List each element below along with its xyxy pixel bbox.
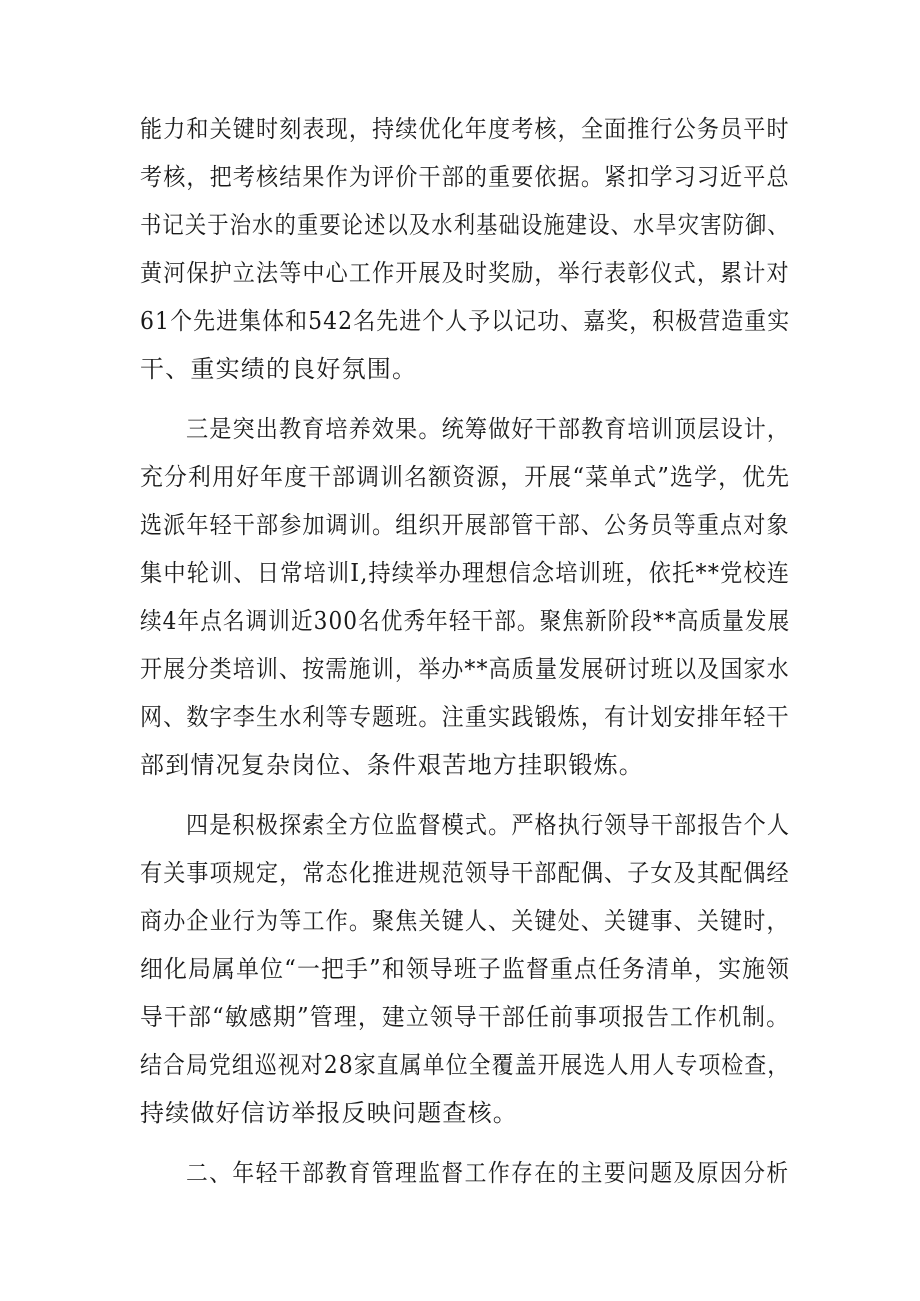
text-line: 持续做好信访举报反映问题查核。 — [140, 1099, 518, 1127]
text-line: 网、数字李生水利等专题班。注重实践锻炼，有计划安排年轻干 — [140, 703, 790, 731]
text-line: 61个先进集体和542名先进个人予以记功、嘉奖，积极营造重实 — [140, 307, 791, 335]
text-line: 集中轮训、日常培训I,持续举办理想信念培训班，依托**党校连 — [140, 559, 791, 587]
paragraph-lead-line: 四是积极探索全方位监督模式。严格执行领导干部报告个人 — [186, 811, 791, 839]
text-line: 有关事项规定，常态化推进规范领导干部配偶、子女及其配偶经 — [140, 859, 790, 887]
text-line: 导干部“敏感期”管理，建立领导干部任前事项报告工作机制。 — [140, 1003, 791, 1031]
text-line: 细化局属单位“一把手”和领导班子监督重点任务清单，实施领 — [140, 955, 791, 983]
text-line: 书记关于治水的重要论述以及水利基础设施建设、水旱灾害防御、 — [140, 211, 790, 239]
text-line: 考核，把考核结果作为评价干部的重要依据。紧扣学习习近平总 — [140, 163, 790, 191]
text-line: 开展分类培训、按需施训，举办**高质量发展研讨班以及国家水 — [140, 655, 790, 683]
text-line: 能力和关键时刻表现，持续优化年度考核，全面推行公务员平时 — [140, 115, 790, 143]
section-heading: 二、年轻干部教育管理监督工作存在的主要问题及原因分析 — [186, 1159, 790, 1187]
text-line: 续4年点名调训近300名优秀年轻干部。聚焦新阶段**高质量发展 — [140, 607, 791, 635]
text-line: 黄河保护立法等中心工作开展及时奖励，举行表彰仪式，累计对 — [140, 259, 790, 287]
paragraph-lead-line: 三是突出教育培养效果。统筹做好干部教育培训顶层设计， — [186, 415, 791, 443]
text-line: 选派年轻干部参加调训。组织开展部管干部、公务员等重点对象 — [140, 511, 790, 539]
text-line: 部到情况复杂岗位、条件艰苦地方挂职锻炼。 — [140, 751, 644, 779]
text-line: 商办企业行为等工作。聚焦关键人、关键处、关键事、关键时， — [140, 907, 790, 935]
text-line: 干、重实绩的良好氛围。 — [140, 355, 418, 383]
text-line: 充分利用好年度干部调训名额资源，开展“菜单式”选学，优先 — [140, 463, 791, 491]
text-line: 结合局党组巡视对28家直属单位全覆盖开展选人用人专项检查， — [140, 1051, 791, 1079]
